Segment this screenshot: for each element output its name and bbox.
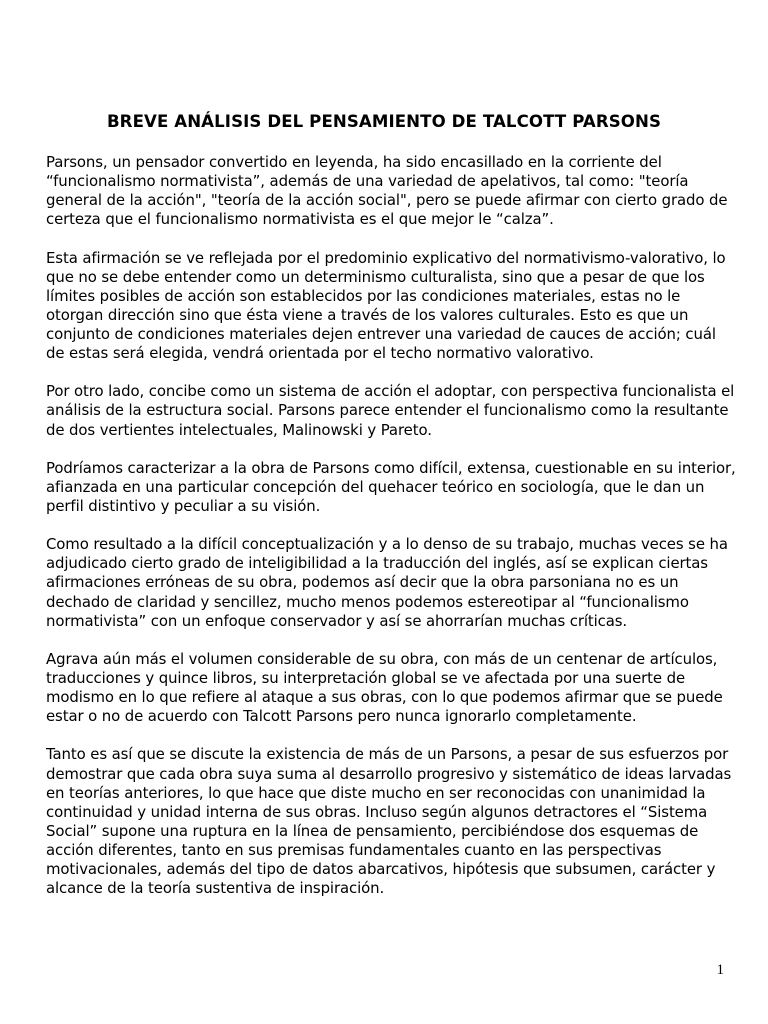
paragraph-6: Agrava aún más el volumen considerable de su obra, con más de un centenar de artículos, traducciones y quince libros, su interpretación global se ve afectada por una suerte de modismo en lo que refiere al ataque a sus obras, con lo que podemos afirmar que se puede estar o no de acuerdo con Talcott Parsons pero nunca ignorarlo completamente.	[46, 649, 723, 726]
paragraph-4: Podríamos caracterizar a la obra de Parsons como difícil, extensa, cuestionable en su interior, afianzada en una particular concepción del quehacer teórico en sociología, que le dan un perfil distintivo y peculiar a su visión.	[46, 458, 736, 515]
paragraph-1: Parsons, un pensador convertido en leyenda, ha sido encasillado en la corriente del “funcionalismo normativista”, además de una variedad de apelativos, tal como: "teoría general de la acción", "teoría de la acción social", pero se puede afirmar con cierto grado de certeza que el funcionalismo normativista es el que mejor le “calza”.	[46, 153, 728, 229]
page-number: 1	[716, 962, 724, 978]
paragraph-7: Tanto es así que se discute la existencia de más de un Parsons, a pesar de sus esfuerzos por demostrar que cada obra suya suma al desarrollo progresivo y sistemático de ideas larvadas en teorías anteriores, lo que hace que diste mucho en ser reconocidas con unanimidad la continuidad y unidad interna de sus obras. Incluso según algunos detractores el “Sistema Social” supone una ruptura en la línea de pensamiento, percibiéndose dos esquemas de acción diferentes, tanto en sus premisas fundamentales cuanto en las perspectivas motivacionales, además del tipo de datos abarcativos, hipótesis que subsumen, carácter y alcance de la teoría sustentiva de inspiración.	[46, 745, 732, 898]
document-title: BREVE ANÁLISIS DEL PENSAMIENTO DE TALCOTT PARSONS	[106, 112, 662, 131]
document-body	[46, 153, 736, 898]
paragraph-5: Como resultado a la difícil conceptualización y a lo denso de su trabajo, muchas veces se ha adjudicado cierto grado de inteligibilidad a la traducción del inglés, así se explican ciertas afirmaciones erróneas de su obra, podemos así decir que la obra parsoniana no es un dechado de claridad y sencillez, mucho menos podemos estereotipar al “funcionalismo normativista” con un enfoque conservador y así se ahorrarían muchas críticas.	[46, 535, 728, 630]
paragraph-2: Esta afirmación se ve reflejada por el predominio explicativo del normativismo-valorativo, lo que no se debe entender como un determinismo culturalista, sino que a pesar de que los límites posibles de acción son establecidos por las condiciones materiales, estas no le otorgan dirección sino que ésta viene a través de los valores culturales. Esto es que un conjunto de condiciones materiales dejen entrever una variedad de cauces de acción; cuál de estas será elegida, vendrá orientada por el techo normativo valorativo.	[46, 248, 726, 363]
paragraph-3: Por otro lado, concibe como un sistema de acción el adoptar, con perspectiva funcionalista el análisis de la estructura social. Parsons parece entender el funcionalismo como la resultante de dos vertientes intelectuales, Malinowski y Pareto.	[46, 382, 735, 439]
